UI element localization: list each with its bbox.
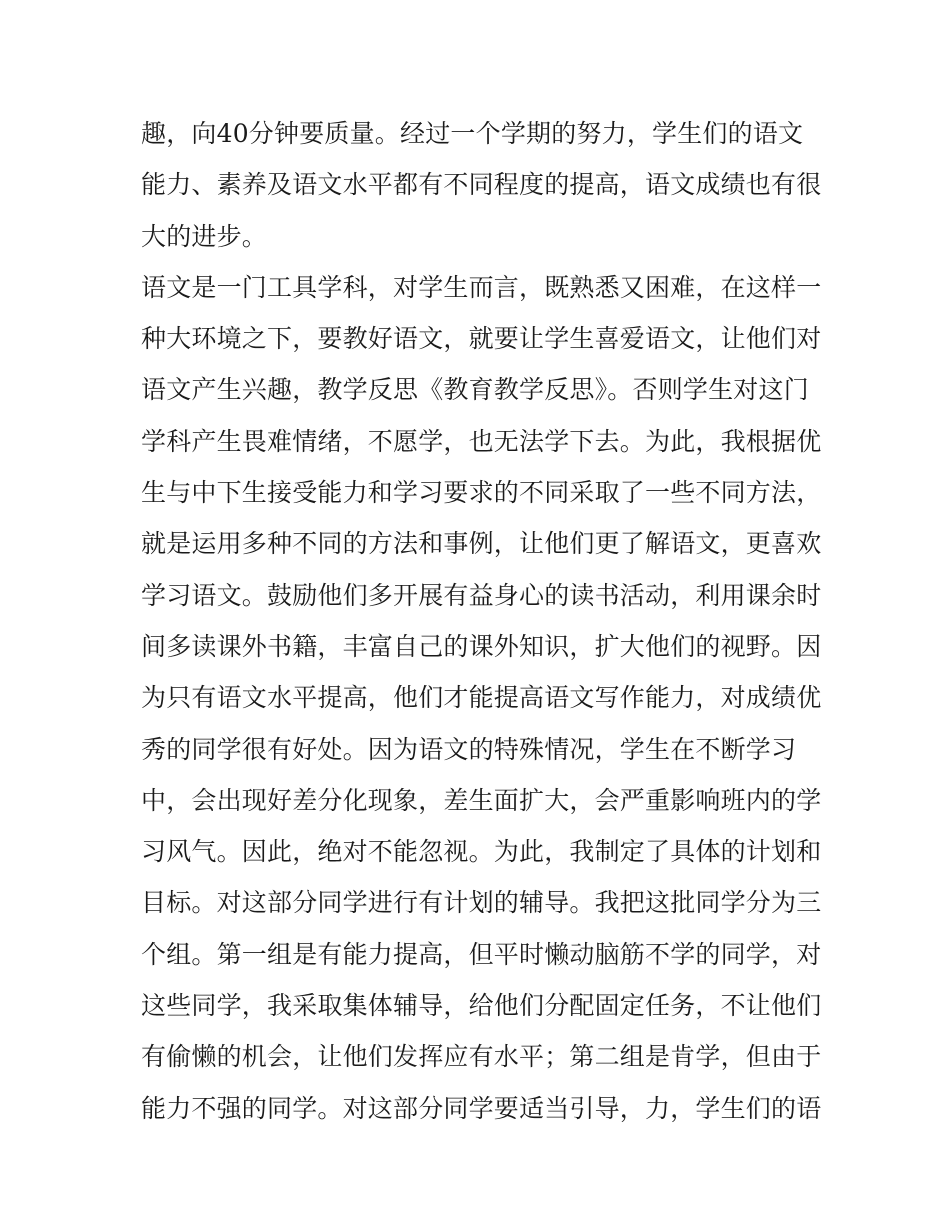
text-line: 为只有语文水平提高，他们才能提高语文写作能力，对成绩优 bbox=[141, 683, 822, 713]
text-line: 学科产生畏难情绪，不愿学，也无法学下去。为此，我根据优 bbox=[141, 426, 822, 456]
text-line: 能力、素养及语文水平都有不同程度的提高，语文成绩也有很 bbox=[141, 170, 822, 200]
text-line: 能力不强的同学。对这部分同学要适当引导，力，学生们的语 bbox=[141, 1093, 822, 1123]
text-line: 就是运用多种不同的方法和事例，让他们更了解语文，更喜欢 bbox=[141, 529, 822, 559]
text-line: 生与中下生接受能力和学习要求的不同采取了一些不同方法， bbox=[141, 478, 822, 508]
text-line: 秀的同学很有好处。因为语文的特殊情况，学生在不断学习 bbox=[141, 734, 797, 764]
text-line: 间多读课外书籍，丰富自己的课外知识，扩大他们的视野。因 bbox=[141, 631, 822, 661]
text-line: 这些同学，我采取集体辅导，给他们分配固定任务，不让他们 bbox=[141, 991, 822, 1021]
document-body bbox=[141, 108, 821, 1134]
text-line: 学习语文。鼓励他们多开展有益身心的读书活动，利用课余时 bbox=[141, 580, 822, 610]
text-line: 种大环境之下，要教好语文，就要让学生喜爱语文，让他们对 bbox=[141, 324, 822, 354]
text-line: 个组。第一组是有能力提高，但平时懒动脑筋不学的同学，对 bbox=[141, 939, 822, 969]
text-line: 中，会出现好差分化现象，差生面扩大，会严重影响班内的学 bbox=[141, 785, 822, 815]
text-line: 习风气。因此，绝对不能忽视。为此，我制定了具体的计划和 bbox=[141, 837, 822, 867]
text-line: 大的进步。 bbox=[141, 221, 268, 251]
text-line: 趣，向40分钟要质量。经过一个学期的努力，学生们的语文 bbox=[141, 119, 804, 148]
text-line: 语文产生兴趣，教学反思《教育教学反思》。否则学生对这门 bbox=[141, 375, 809, 405]
text-line: 目标。对这部分同学进行有计划的辅导。我把这批同学分为三 bbox=[141, 888, 822, 918]
text-line: 有偷懒的机会，让他们发挥应有水平；第二组是肯学，但由于 bbox=[141, 1042, 822, 1072]
text-line: 语文是一门工具学科，对学生而言，既熟悉又困难，在这样一 bbox=[141, 272, 822, 302]
